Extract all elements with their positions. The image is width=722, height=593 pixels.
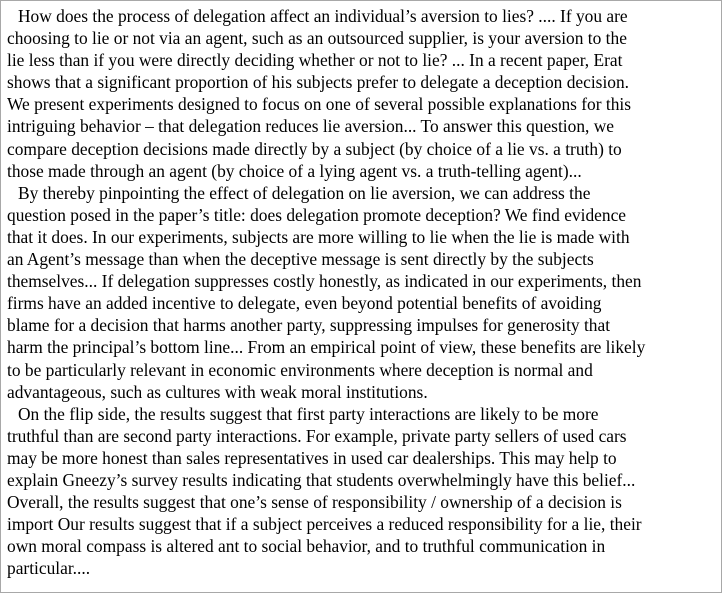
text-line: question posed in the paper’s title: does delegation promote deception? We find evidence [7, 204, 627, 225]
text-line: blame for a decision that harms another party, suppressing impulses for generosity that [7, 315, 611, 336]
paragraph-3 [7, 403, 716, 580]
text-line: truthful than are second party interactions. For example, private party sellers of used cars [7, 425, 627, 446]
paragraph-1 [7, 5, 716, 182]
text-line: We present experiments designed to focus on one of several possible explanations for this [7, 94, 632, 115]
text-line: those made through an agent (by choice of a lying agent vs. a truth-telling agent)... [7, 160, 582, 181]
text-line: intriguing behavior – that delegation reduces lie aversion... To answer this question, we [7, 116, 614, 137]
text-line: firms have an added incentive to delegate, even beyond potential benefits of avoiding [7, 293, 602, 314]
text-line: that it does. In our experiments, subjects are more willing to lie when the lie is made with [7, 226, 630, 247]
text-line: choosing to lie or not via an agent, such as an outsourced supplier, is your aversion to the [7, 28, 627, 49]
text-line: By thereby pinpointing the effect of delegation on lie aversion, we can address the [18, 182, 591, 203]
text-line: own moral compass is altered ant to social behavior, and to truthful communication in [7, 536, 606, 557]
text-line: lie less than if you were directly deciding whether or not to lie? ... In a recent paper, Erat [7, 50, 623, 71]
text-line: On the flip side, the results suggest that first party interactions are likely to be more [18, 403, 599, 424]
text-line: explain Gneezy’s survey results indicating that students overwhelmingly have this belief... [7, 469, 636, 490]
paragraph-2 [7, 182, 716, 403]
text-line: How does the process of delegation affect an individual’s aversion to lies? .... If you are [18, 6, 628, 26]
text-line: compare deception decisions made directly by a subject (by choice of a lie vs. a truth) to [7, 138, 622, 159]
text-line: advantageous, such as cultures with weak moral institutions. [7, 381, 428, 402]
text-line: may be more honest than sales representatives in used car dealerships. This may help to [7, 447, 617, 468]
text-line: Overall, the results suggest that one’s sense of responsibility / ownership of a decision is [7, 492, 622, 513]
text-line: particular.... [7, 558, 91, 579]
text-line: harm the principal’s bottom line... From an empirical point of view, these benefits are likely [7, 337, 646, 358]
document-text [7, 5, 716, 579]
text-line: an Agent’s message than when the deceptive message is sent directly by the subjects [7, 249, 594, 270]
text-line: shows that a significant proportion of his subjects prefer to delegate a deception decision. [7, 72, 630, 93]
text-line: import Our results suggest that if a subject perceives a reduced responsibility for a lie, their [7, 514, 642, 535]
text-line: to be particularly relevant in economic environments where deception is normal and [7, 359, 593, 380]
text-line: themselves... If delegation suppresses costly honestly, as indicated in our experiments, then [7, 271, 642, 292]
